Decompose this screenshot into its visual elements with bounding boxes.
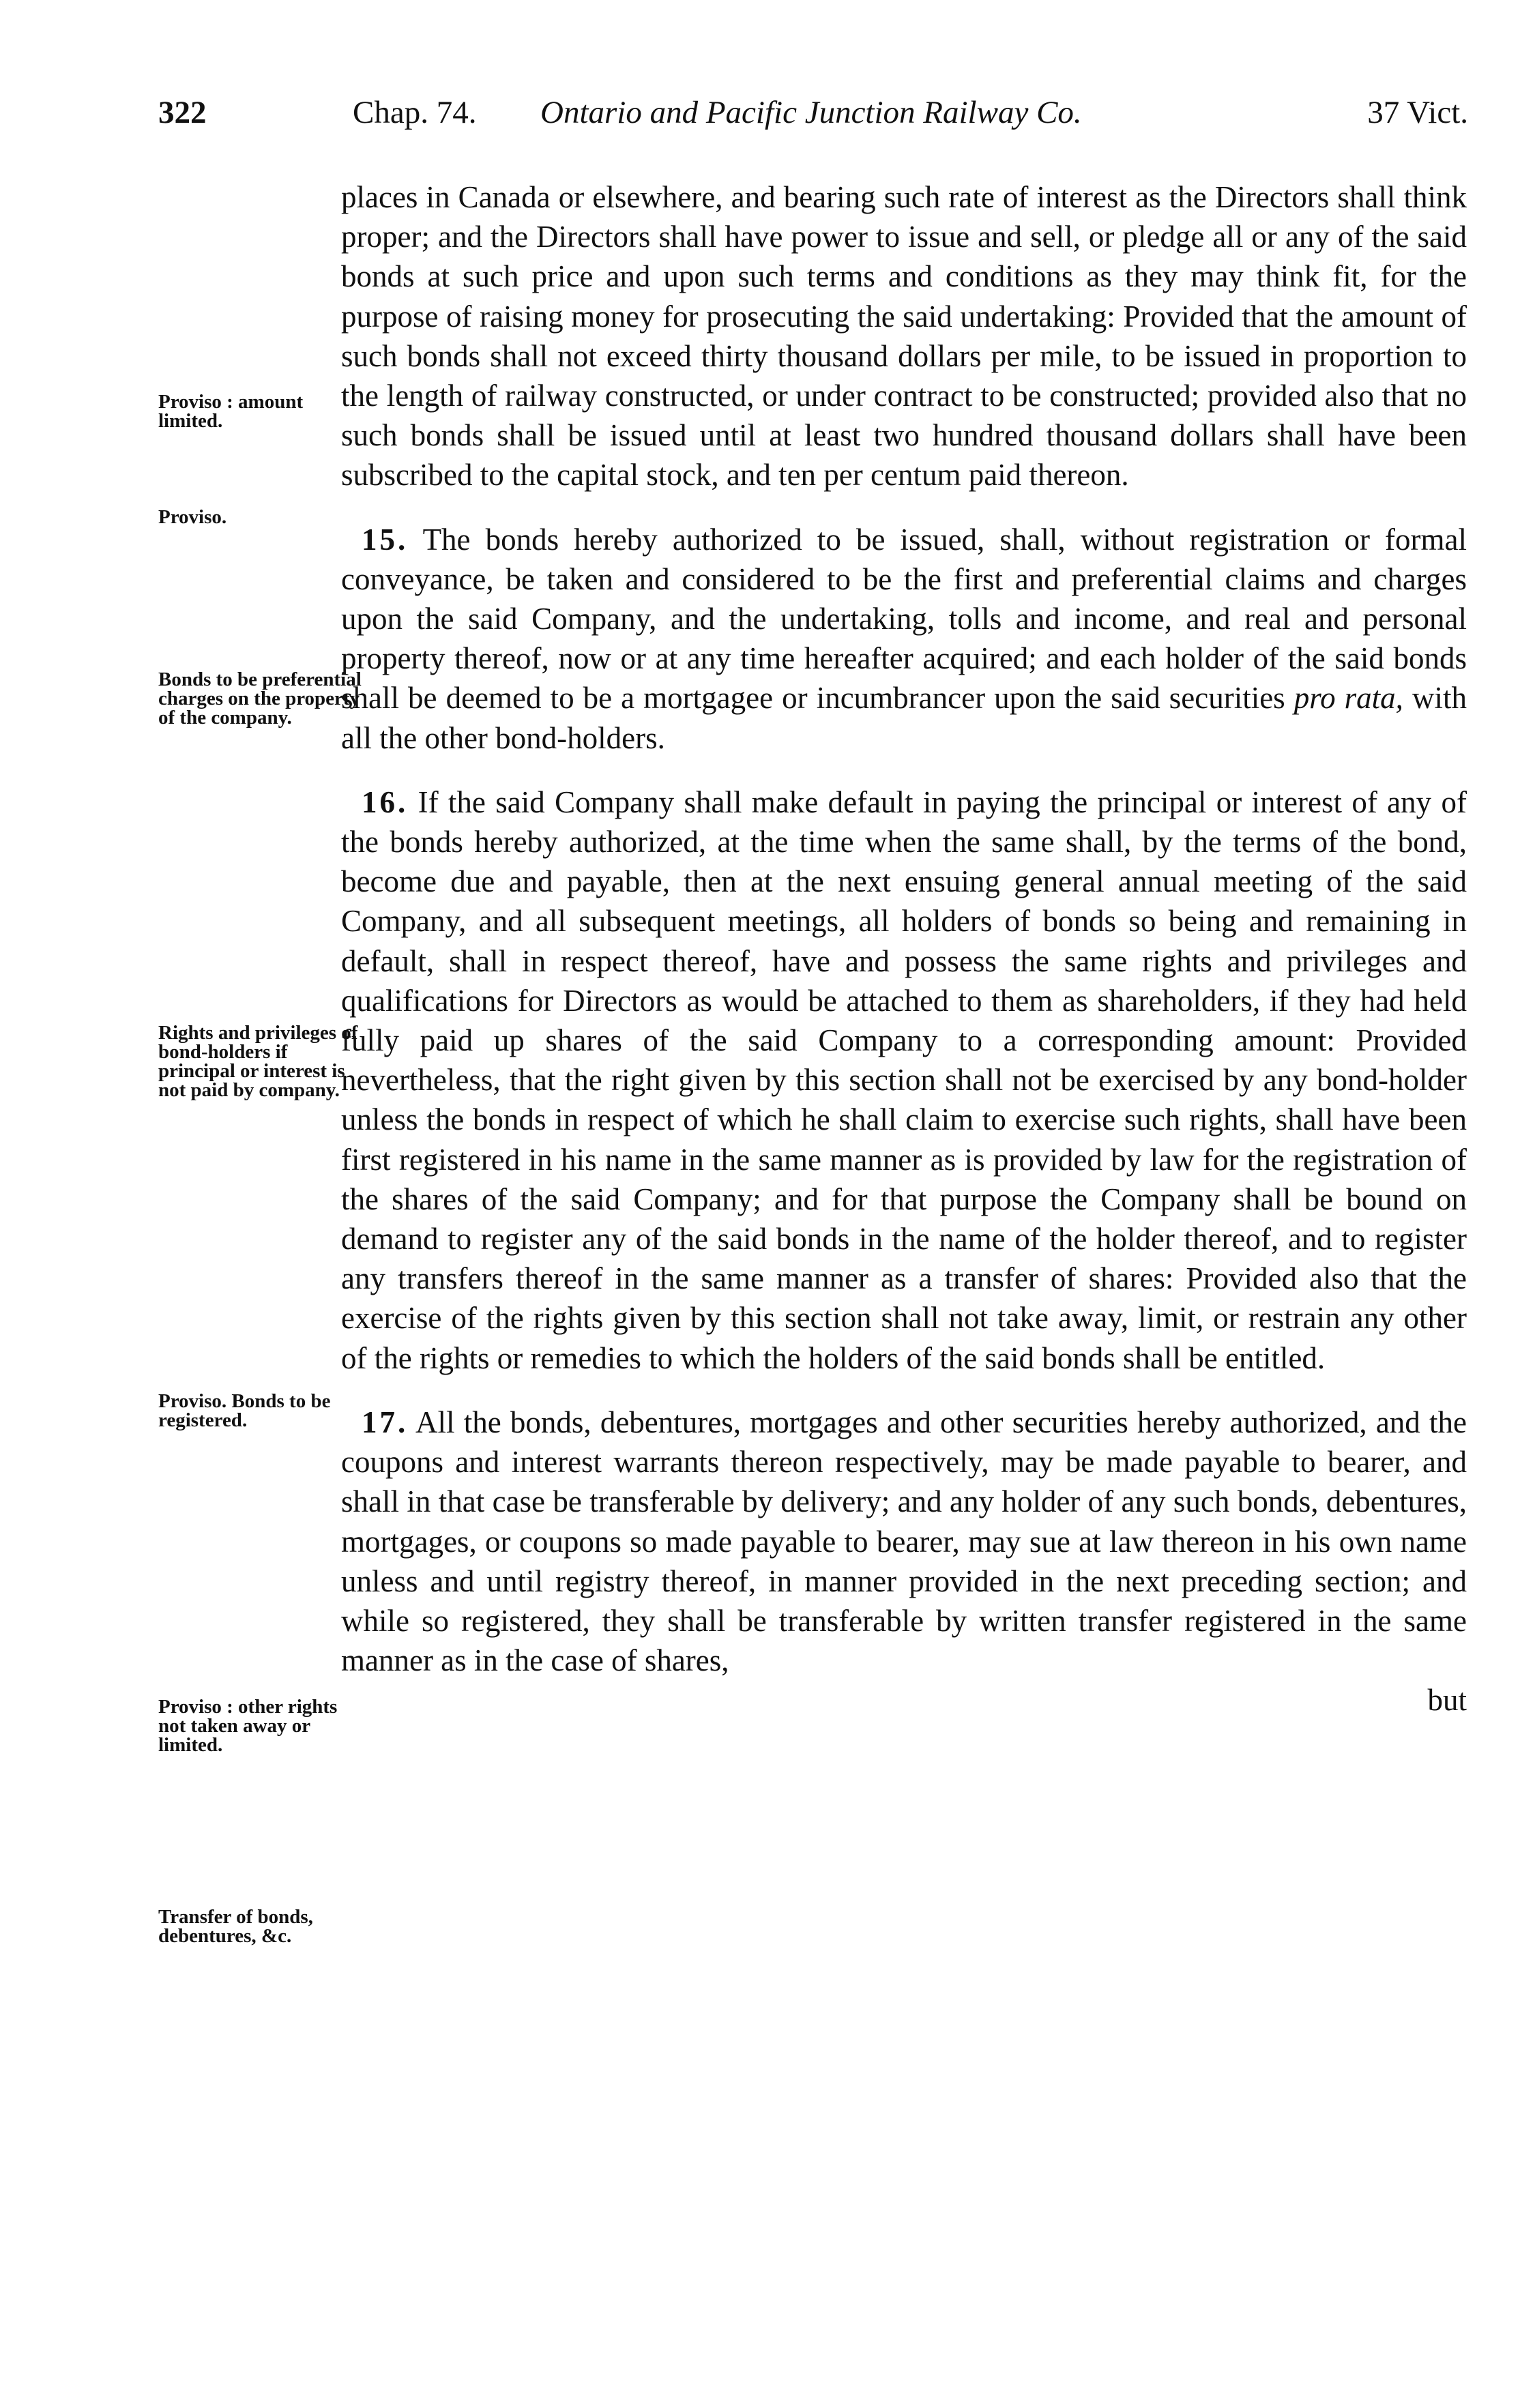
margin-note-rights-privileges: Rights and privileges of bond-holders if principal or interest is not paid by company. bbox=[158, 1022, 358, 1101]
section-text: with all the other bond-holders. bbox=[341, 681, 1467, 755]
paragraph-text: places in Canada or elsewhere, and bearing such rate of interest as the Directors shall think proper; and the Directors shall have power to issue and sell, or pledge all or any of the said bonds at such price and upon such terms and conditions as they may think fit, for the purpose of raising money for prosecuting the said undertaking: Provided that the amount of such bonds shall not exceed thirty thousand dollars per mile, to be issued in proportion to the length of railway constructed, or under contract to be constructed; provided also that no such bonds shall be issued until at least two hundred thousand dollars shall have been subscribed to the capital stock, and ten per centum paid thereon. bbox=[341, 180, 1467, 493]
catchword-text: but bbox=[1427, 1683, 1467, 1718]
margin-note-proviso-amount: Proviso : amount limited. bbox=[158, 391, 304, 432]
paragraph-continued bbox=[341, 177, 1467, 495]
section-text-italic: pro rata, bbox=[1293, 681, 1403, 716]
section-number: 16. bbox=[362, 784, 409, 819]
regnal-year: 37 Vict. bbox=[1367, 95, 1468, 130]
section-number: 17. bbox=[362, 1405, 409, 1439]
body-text bbox=[341, 177, 1467, 1720]
section-15 bbox=[341, 520, 1467, 758]
section-text: If the said Company shall make default in paying the principal or interest of any of the bonds hereby authorized, at the time when the same shall, by the terms of the bond, become due and payable, then at the next ensuing general annual meeting of the said Company, and all subsequent meetings, all holders of bonds so being and remaining in default, shall in respect thereof, have and possess the same rights and privileges and qualifications for Directors as would be attached to them as shareholders, if they had held fully paid up shares of the said Company to a corresponding amount: Provided nevertheless, that the right given by this section shall not be exercised by any bond-holder unless the bonds in respect of which he shall claim to exercise such rights, shall have been first registered in his name in the same manner as is provided by law for the registration of the shares of the said Company; and for that purpose the Company shall be bound on demand to register any of the said bonds in the name of the holder thereof, and to register any transfers thereof in the same manner as a transfer of shares: Provided also that the exercise of the rights given by this section shall not take away, limit, or restrain any other of the rights or remedies to which the holders of the said bonds shall be entitled. bbox=[341, 784, 1467, 1375]
act-title: Ontario and Pacific Junction Railway Co. bbox=[540, 95, 1082, 130]
catchword bbox=[341, 1680, 1467, 1720]
margin-note-other-rights: Proviso : other rights not taken away or limited. bbox=[158, 1696, 338, 1756]
page-number: 322 bbox=[158, 95, 207, 130]
section-16 bbox=[341, 782, 1467, 1378]
section-text: The bonds hereby authorized to be issued, shall, without registration or formal conveyance, be taken and considered to be the first and preferential claims and charges upon the said Company, and the undertaking, tolls and income, and real and personal property thereof, now or at any time hereafter acquired; and each holder of the said bonds shall be deemed to be a mortgagee or incumbrancer upon the said securities bbox=[341, 522, 1467, 716]
margin-note-bonds-registered: Proviso. Bonds to be registered. bbox=[158, 1390, 331, 1431]
section-number: 15. bbox=[362, 522, 409, 557]
section-text: All the bonds, debentures, mortgages and other securities hereby authorized, and the coupons and interest warrants thereon respectively, may be made payable to bearer, and shall in that case be transferable by delivery; and any holder of any such bonds, debentures, mortgages, or coupons so made payable to bearer, may sue at law thereon in his own name unless and until registry thereof, in manner provided in the next preceding section; and while so registered, they shall be transferable by written transfer registered in the same manner as in the case of shares, bbox=[341, 1405, 1467, 1678]
margin-note-transfer-bonds: Transfer of bonds, debentures, &c. bbox=[158, 1906, 313, 1947]
chapter-label: Chap. 74. bbox=[353, 95, 477, 130]
running-header bbox=[158, 94, 1468, 142]
margin-note-bonds-preferential: Bonds to be preferential charges on the property of the company. bbox=[158, 669, 362, 729]
section-17 bbox=[341, 1403, 1467, 1680]
margin-note-proviso: Proviso. bbox=[158, 506, 227, 528]
